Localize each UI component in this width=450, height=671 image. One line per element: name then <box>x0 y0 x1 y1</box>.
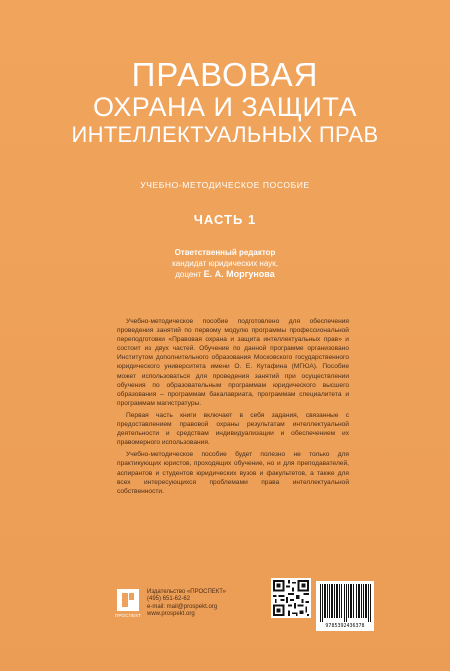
part-number: ЧАСТЬ 1 <box>193 212 257 227</box>
annotation-paragraph: Учебно-методическое пособие будет полезно не только для практикующих юристов, проходящих обучение, но и для преподавателей, аспирантов и студентов юридических вузов и факультетов, а также для всех интересующихся проблемами права интеллектуальной собственности. <box>117 451 349 495</box>
publisher-phone: (495) 651-62-62 <box>147 596 191 603</box>
editor-credit <box>0 269 450 280</box>
book-title <box>0 58 450 148</box>
publisher-website: www.prospekt.org <box>147 611 195 618</box>
isbn-barcode <box>316 581 374 631</box>
title-line-2: ОХРАНА И ЗАЩИТА <box>92 92 358 122</box>
editor-role: Ответственный редактор <box>174 248 276 257</box>
publisher-logo <box>115 589 141 625</box>
annotation-text <box>117 317 349 499</box>
annotation-paragraph: Первая часть книги включает в себя задания, связанные с предоставлением правовой охраны результатам интеллектуальной деятельности и средствам индивидуализации и обеспечением их правомерного использования. <box>117 411 349 447</box>
barcode-icon <box>316 584 374 626</box>
isbn-number: 9785392436378 <box>325 623 365 629</box>
annotation-paragraph: Учебно-методическое пособие подготовлено для обеспечения проведения занятий по первому модулю программы профессиональной переподготовки «Правовая охрана и защита интеллектуальных прав» и состоит из двух частей. Обучение по данной программе организовано Институтом дополнительного образования Московского государственного юридического университета имени О. Е. Кутафина (МГЮА). Пособие может использоваться для проведения занятий при осуществлении обучения по образовательным программам юридического высшего образования – программам бакалавриата, программам специалитета и программам магистратуры. <box>117 318 349 407</box>
prospekt-logo-icon <box>117 589 139 611</box>
logo-text: ПРОСПЕКТ <box>115 613 142 618</box>
qr-code-icon <box>271 578 311 618</box>
publisher-info <box>147 589 237 619</box>
editor-block <box>0 247 450 280</box>
title-line-1: ПРАВОВАЯ <box>131 56 319 93</box>
publisher-name: Издательство «ПРОСПЕКТ» <box>147 589 227 595</box>
publisher-email: e-mail: mail@prospekt.org <box>147 603 218 610</box>
editor-position: доцент <box>175 270 202 279</box>
editor-name: Е. А. Моргунова <box>203 269 275 279</box>
title-line-3: ИНТЕЛЛЕКТУАЛЬНЫХ ПРАВ <box>71 122 379 147</box>
editor-degree: кандидат юридических наук, <box>172 259 278 268</box>
book-subtitle: УЧЕБНО-МЕТОДИЧЕСКОЕ ПОСОБИЕ <box>140 180 310 190</box>
